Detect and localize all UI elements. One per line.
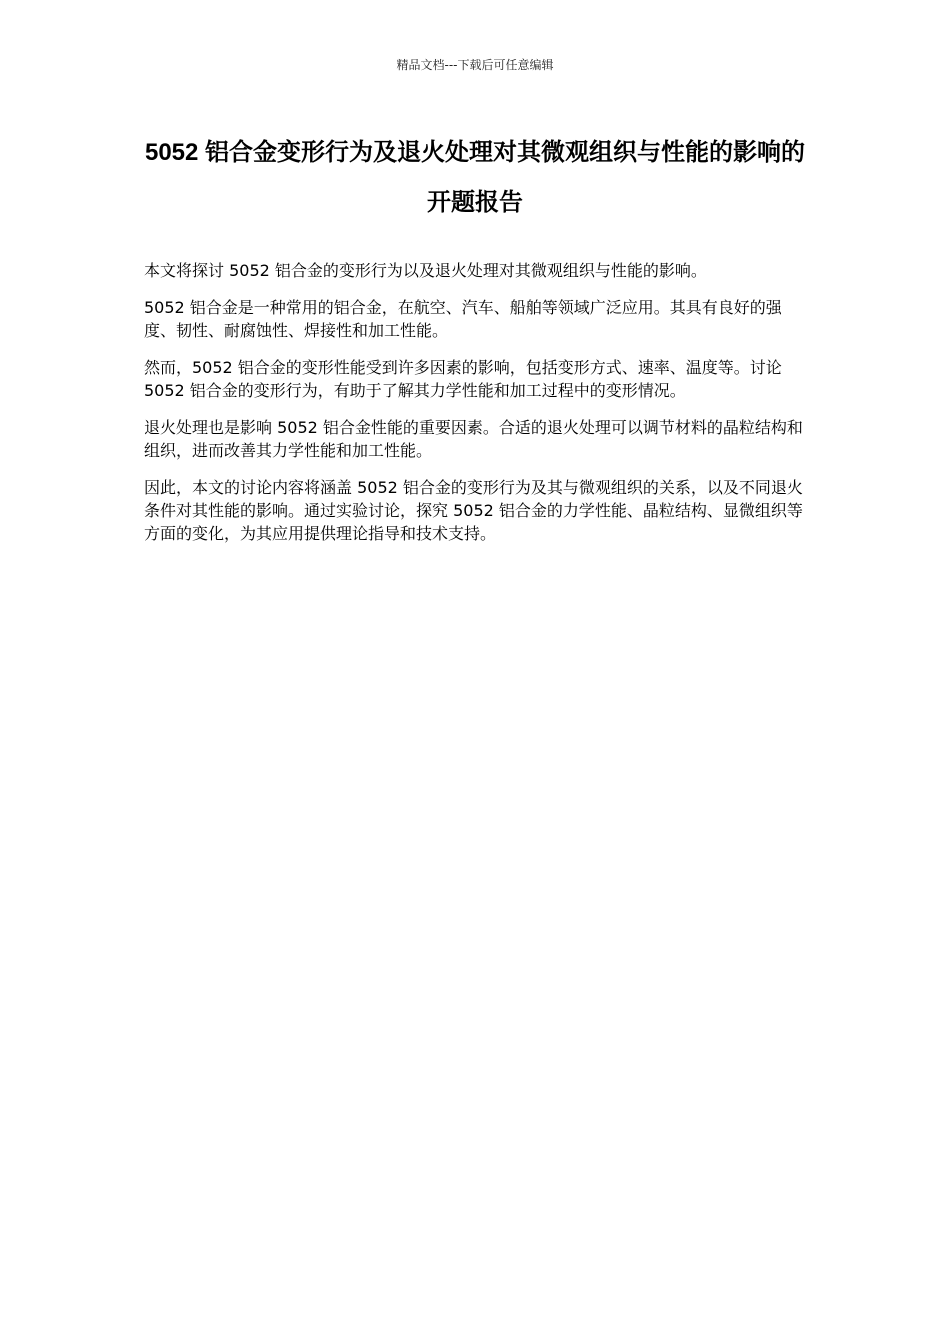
- body-paragraph: 5052 铝合金是一种常用的铝合金，在航空、汽车、船舶等领域广泛应用。其具有良好的强度、韧性、耐腐蚀性、焊接性和加工性能。: [144, 298, 782, 340]
- body-paragraph: 因此，本文的讨论内容将涵盖 5052 铝合金的变形行为及其与微观组织的关系，以及不同退火条件对其性能的影响。通过实验讨论，探究 5052 铝合金的力学性能、晶粒结构、显微组织等方面的变化，为其应用提供理论指导和技术支持。: [144, 478, 803, 543]
- document-title: 5052 铝合金变形行为及退火处理对其微观组织与性能的影响的开题报告: [144, 139, 806, 216]
- document-body: [144, 259, 808, 559]
- body-paragraph: 退火处理也是影响 5052 铝合金性能的重要因素。合适的退火处理可以调节材料的晶粒结构和组织，进而改善其力学性能和加工性能。: [144, 418, 803, 460]
- body-paragraph: 然而，5052 铝合金的变形性能受到许多因素的影响，包括变形方式、速率、温度等。讨论 5052 铝合金的变形行为，有助于了解其力学性能和加工过程中的变形情况。: [144, 358, 782, 400]
- page-header-note: 精品文档---下载后可任意编辑: [396, 58, 554, 72]
- body-paragraph: 本文将探讨 5052 铝合金的变形行为以及退火处理对其微观组织与性能的影响。: [144, 261, 707, 280]
